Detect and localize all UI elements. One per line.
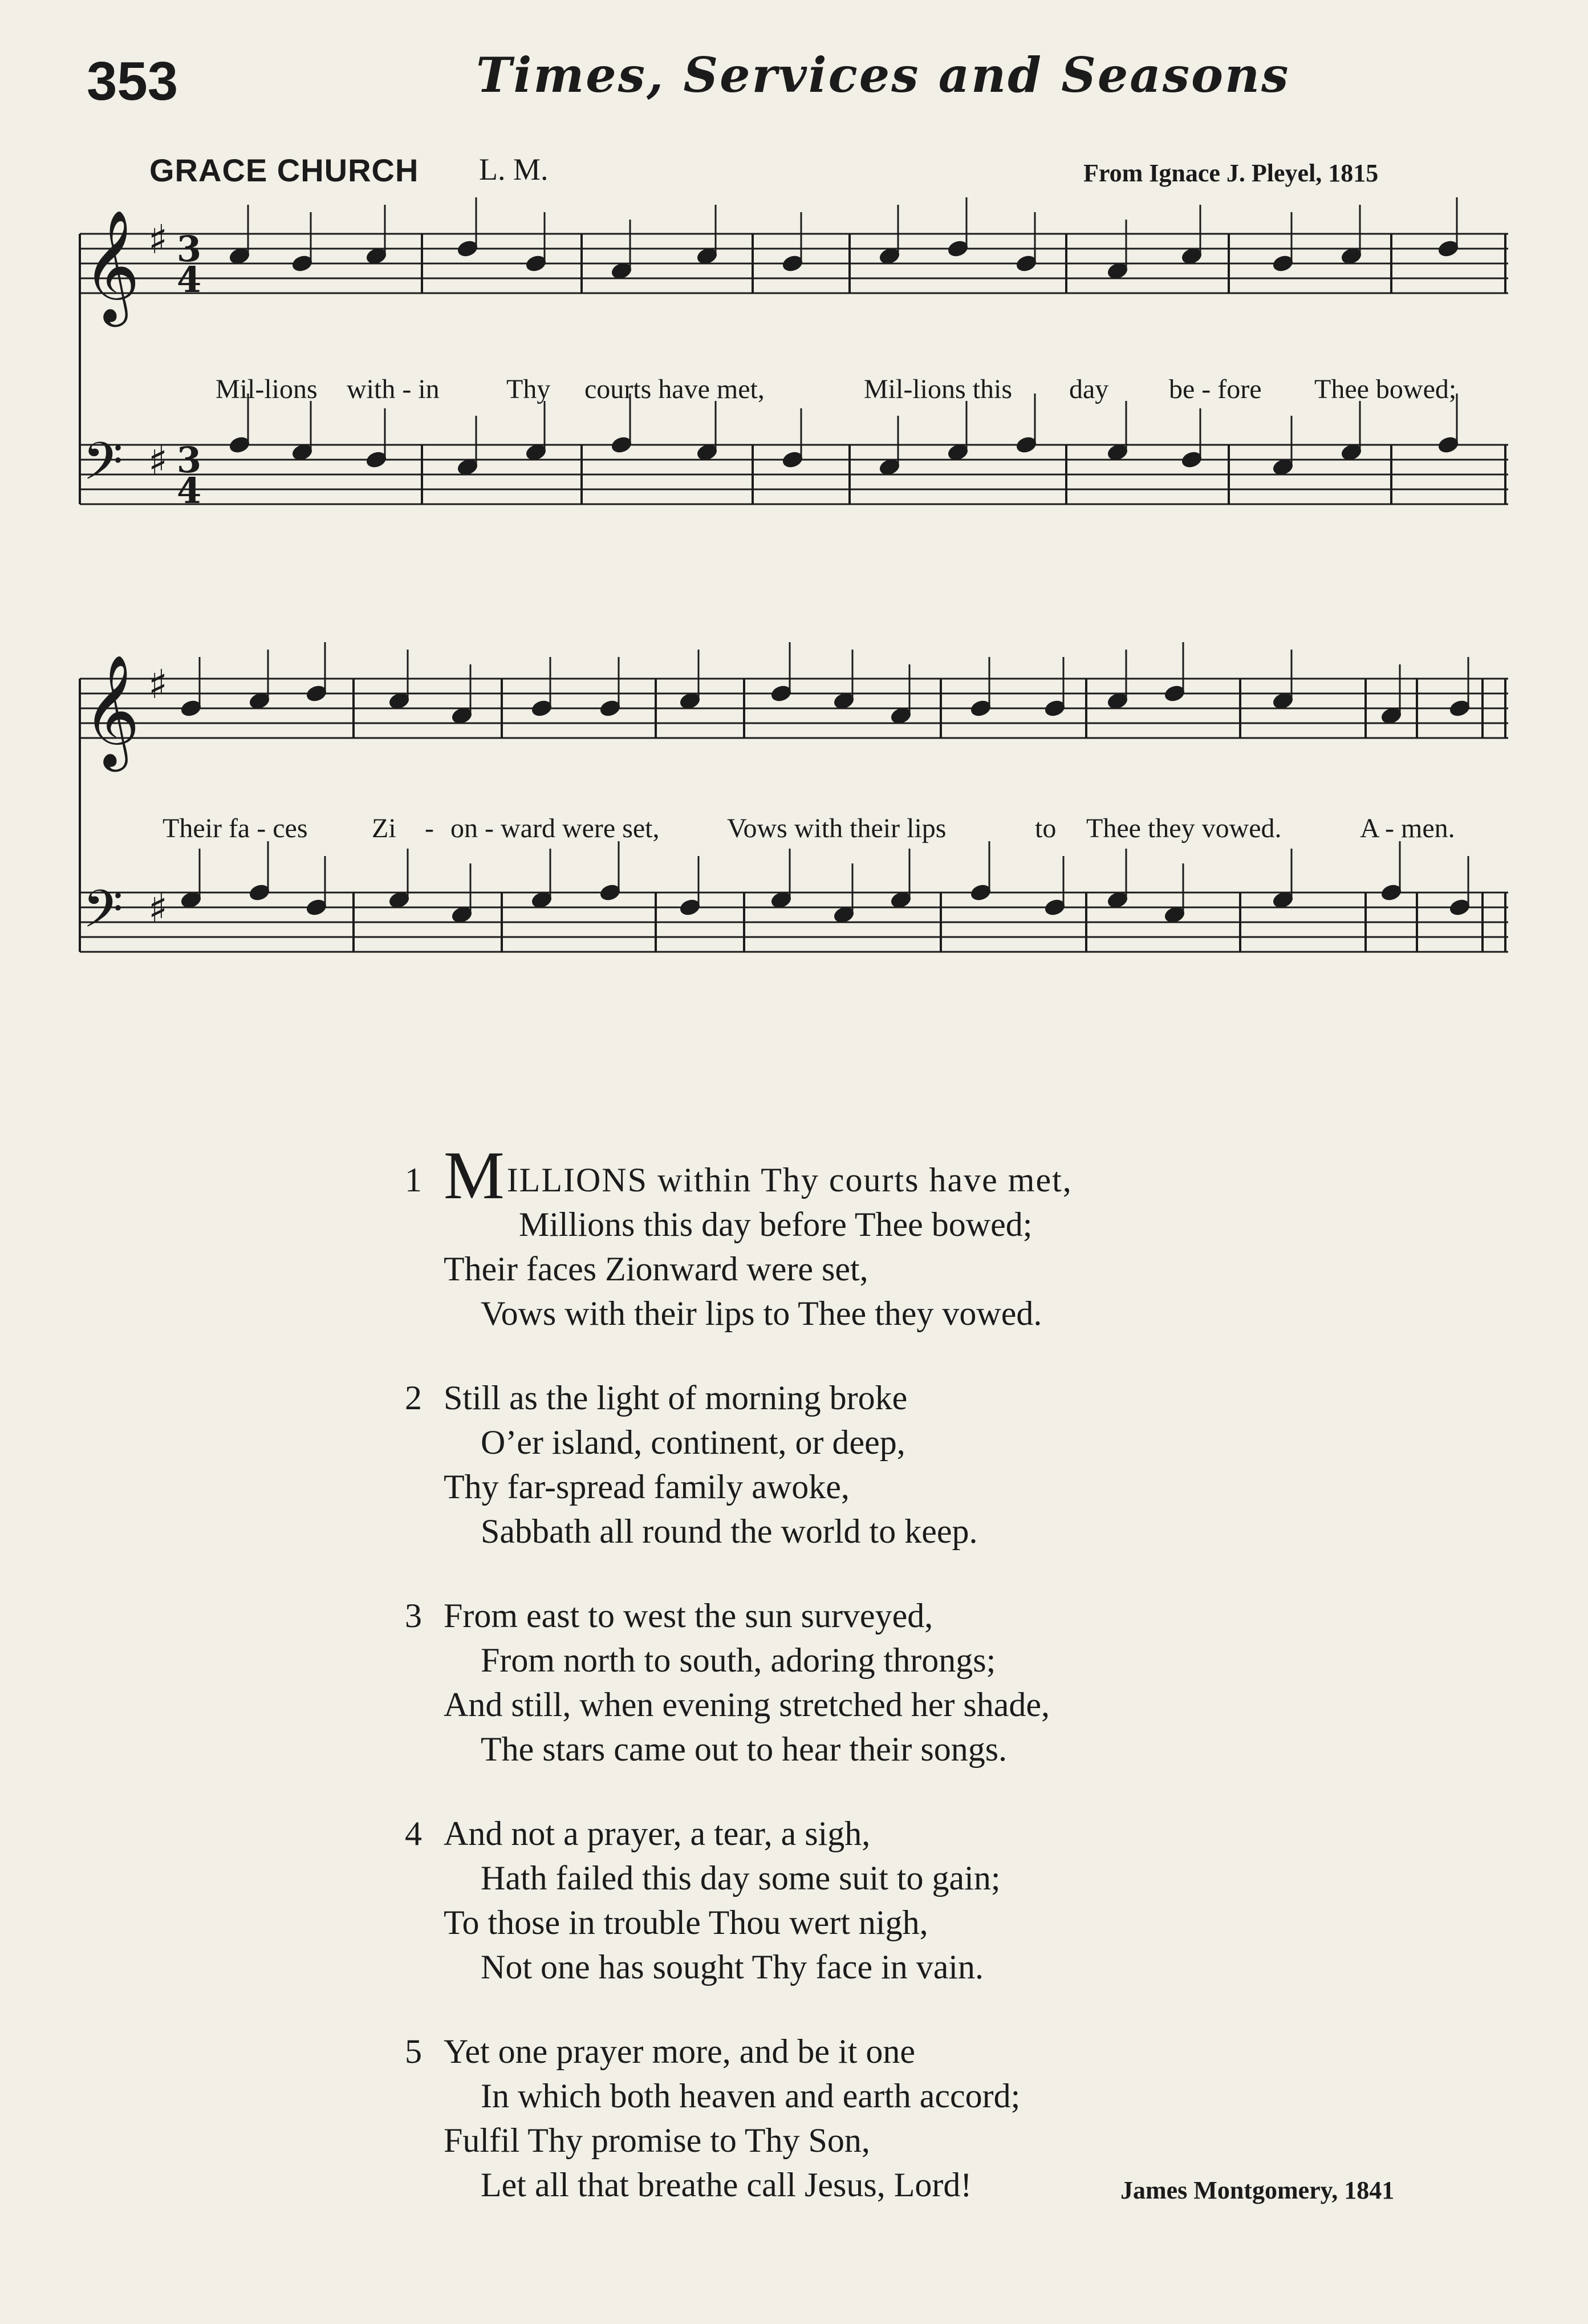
verse-number: 5 <box>405 2033 422 2070</box>
verse-line: 1 MILLIONS within Thy courts have met, <box>405 1137 1073 1213</box>
staff <box>80 679 1508 738</box>
treble-clef: 𝄞 <box>83 654 140 767</box>
time-signature: 3 <box>177 439 202 481</box>
drop-cap: M <box>444 1137 505 1213</box>
lyric-word: Thee bowed; <box>1314 374 1457 404</box>
lyric-word: Their fa - ces <box>163 813 308 843</box>
tune-name: GRACE CHURCH <box>149 152 419 188</box>
lyric-word: courts have met, <box>584 374 765 404</box>
verse-line: O’er island, continent, or deep, <box>481 1423 905 1461</box>
key-signature: ♯ <box>148 216 168 263</box>
verse-line: Thy far-spread family awoke, <box>444 1468 850 1506</box>
time-signature: 4 <box>177 259 202 301</box>
verse-line: Sabbath all round the world to keep. <box>481 1512 978 1550</box>
time-signature: 4 <box>177 470 202 512</box>
author-credit: James Montgomery, 1841 <box>1120 2176 1395 2204</box>
verse-line: 2 Still as the light of morning broke <box>405 1376 1203 1420</box>
composer-credit: From Ignace J. Pleyel, 1815 <box>1083 159 1379 187</box>
verse-number: 4 <box>405 1815 422 1852</box>
lyric-word: be - fore <box>1169 374 1262 404</box>
verse <box>405 1593 1203 1771</box>
page-number: 353 <box>87 51 178 112</box>
lyric-word: Mil-lions this <box>864 374 1013 404</box>
verse <box>405 1811 1203 1989</box>
lyric-word: day <box>1069 374 1109 404</box>
time-signature: 3 <box>177 228 202 270</box>
music-score <box>0 0 1588 1084</box>
verse-line: And still, when evening stretched her shade, <box>444 1686 1050 1723</box>
lyric-word: Thee they vowed. <box>1086 813 1282 843</box>
verse-line: The stars came out to hear their songs. <box>481 1730 1008 1768</box>
verse-line: Their faces Zionward were set, <box>444 1250 868 1288</box>
key-signature: ♯ <box>148 661 168 708</box>
hymn-verses <box>405 1137 1203 2247</box>
verse-number: 3 <box>405 1597 422 1634</box>
treble-clef: 𝄞 <box>83 209 140 322</box>
key-signature: ♯ <box>148 437 168 484</box>
verse <box>405 2029 1203 2207</box>
verse-line: In which both heaven and earth accord; <box>481 2077 1021 2115</box>
lyric-word: to <box>1035 813 1057 843</box>
verse <box>405 1137 1203 1336</box>
lyric-word: on - ward were set, <box>450 813 660 843</box>
verse-line: Vows with their lips to Thee they vowed. <box>481 1295 1042 1332</box>
lyric-word: A - men. <box>1360 813 1455 843</box>
verse-line: Fulfil Thy promise to Thy Son, <box>444 2122 870 2159</box>
verse-line: Hath failed this day some suit to gain; <box>481 1859 1001 1897</box>
bass-clef: 𝄢 <box>83 431 123 504</box>
lyric-word: with - in <box>347 374 440 404</box>
key-signature: ♯ <box>148 885 168 932</box>
verse-line: Not one has sought Thy face in vain. <box>481 1948 984 1986</box>
verse-line: To those in trouble Thou wert nigh, <box>444 1904 928 1941</box>
verse <box>405 1376 1203 1554</box>
verse-line: 4 And not a prayer, a tear, a sigh, <box>405 1811 1203 1856</box>
verse-line: Let all that breathe call Jesus, Lord! <box>481 2166 972 2204</box>
lyric-word: Mil-lions <box>216 374 318 404</box>
verse-line: Millions this day before Thee bowed; <box>519 1206 1033 1243</box>
staff <box>80 893 1508 952</box>
lyric-word: - <box>425 813 434 843</box>
verse-line: 3 From east to west the sun surveyed, <box>405 1593 1203 1638</box>
bass-clef: 𝄢 <box>83 879 123 952</box>
verse-line: 5 Yet one prayer more, and be it one <box>405 2029 1203 2074</box>
lyric-word: Zi <box>372 813 396 843</box>
running-head: Times, Services and Seasons <box>476 47 1290 103</box>
meter: L. M. <box>479 152 549 186</box>
verse-number: 2 <box>405 1379 422 1417</box>
verse-number: 1 <box>405 1161 422 1199</box>
lyric-word: Thy <box>506 374 551 404</box>
verse-line: From north to south, adoring throngs; <box>481 1641 996 1679</box>
lyric-word: Vows with their lips <box>727 813 947 843</box>
